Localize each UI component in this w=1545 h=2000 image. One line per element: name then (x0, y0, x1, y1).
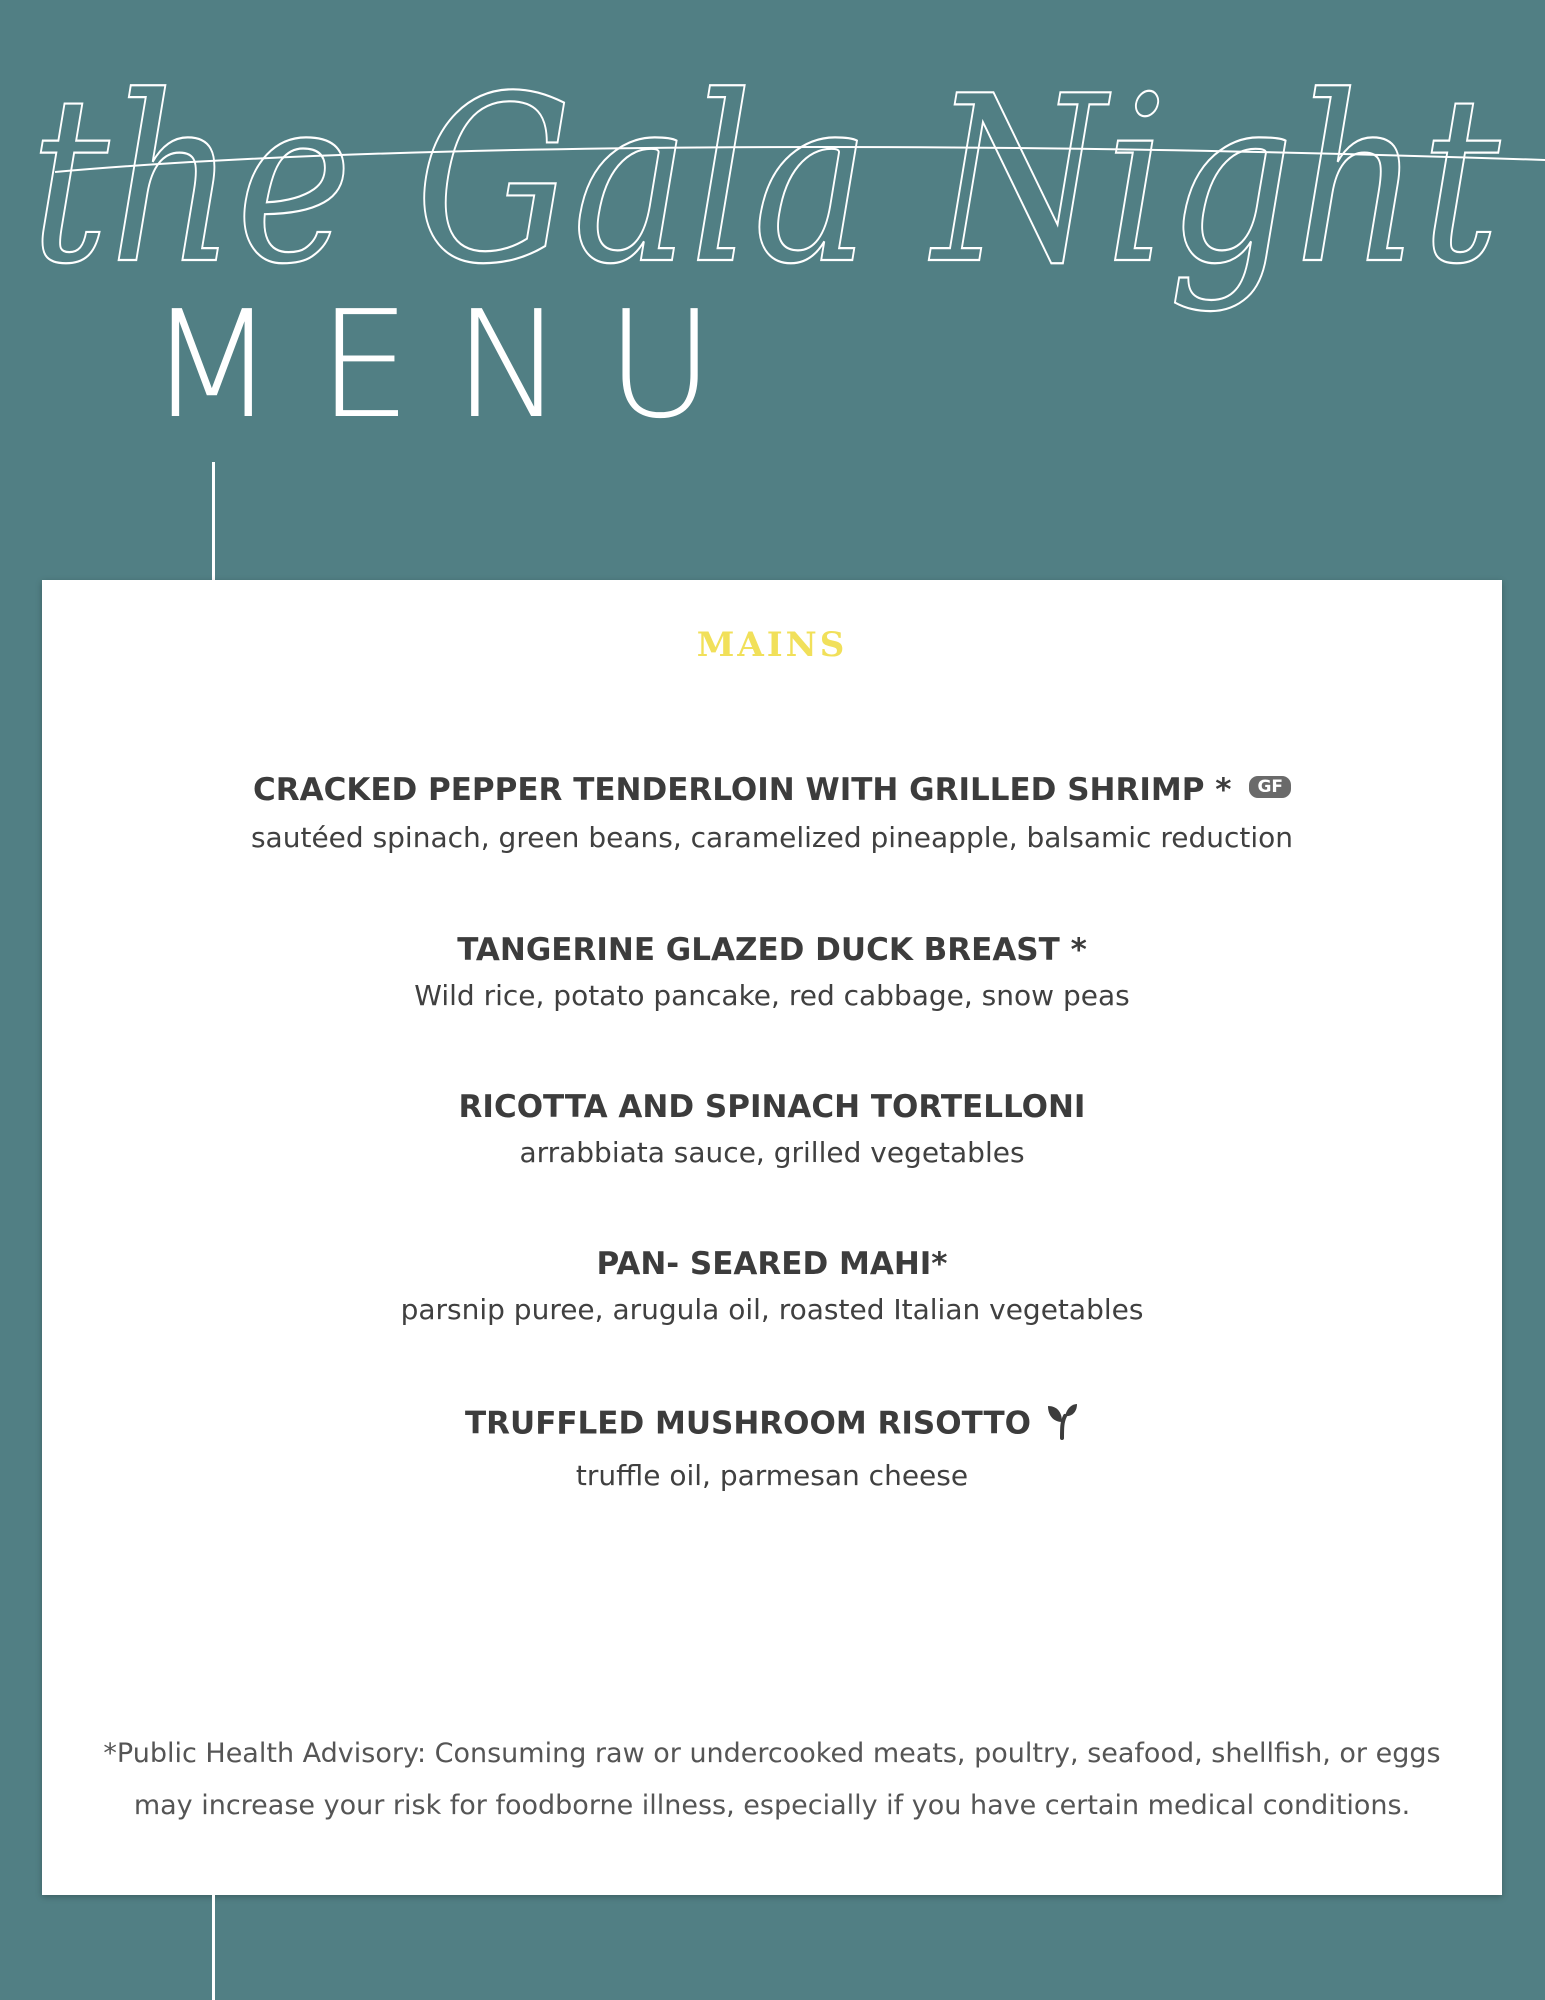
dish-name: TRUFFLED MUSHROOM RISOTTO (42, 1400, 1502, 1450)
dish-description: Wild rice, potato pancake, red cabbage, snow peas (414, 979, 1130, 1012)
dish-item (42, 1087, 1502, 1171)
dish-description: parsnip puree, arugula oil, roasted Italian vegetables (400, 1293, 1144, 1326)
dish-description: arrabbiata sauce, grilled vegetables (519, 1136, 1025, 1169)
menu-heading: MENU (148, 279, 757, 451)
menu-card (42, 580, 1502, 1895)
dish-item (42, 770, 1502, 856)
dish-description: sautéed spinach, green beans, caramelized pineapple, balsamic reduction (250, 820, 1294, 854)
divider-line-bottom (212, 1895, 215, 2000)
dish-item (42, 930, 1502, 1014)
divider-line-top (212, 462, 215, 580)
dish-item (42, 1244, 1502, 1328)
dish-name: CRACKED PEPPER TENDERLOIN WITH GRILLED SHRIMP * GF (42, 770, 1502, 812)
dish-name: TANGERINE GLAZED DUCK BREAST * (457, 932, 1087, 968)
section-title-mains: MAINS (696, 625, 848, 665)
vegetarian-sprout-icon (1045, 1400, 1079, 1450)
dish-description: truffle oil, parmesan cheese (575, 1459, 969, 1492)
dish-item (42, 1400, 1502, 1494)
script-title-text: the Gala Night (30, 48, 1501, 315)
gluten-free-badge: GF (1249, 762, 1291, 802)
dish-name: RICOTTA AND SPINACH TORTELLONI (458, 1089, 1086, 1125)
health-advisory: *Public Health Advisory: Consuming raw or undercooked meats, poultry, seafood, shellfish, or eggs may increase your risk for foodborne illness, especially if you have certain medical conditions. (103, 1738, 1441, 1821)
dish-name: PAN- SEARED MAHI* (596, 1246, 948, 1282)
